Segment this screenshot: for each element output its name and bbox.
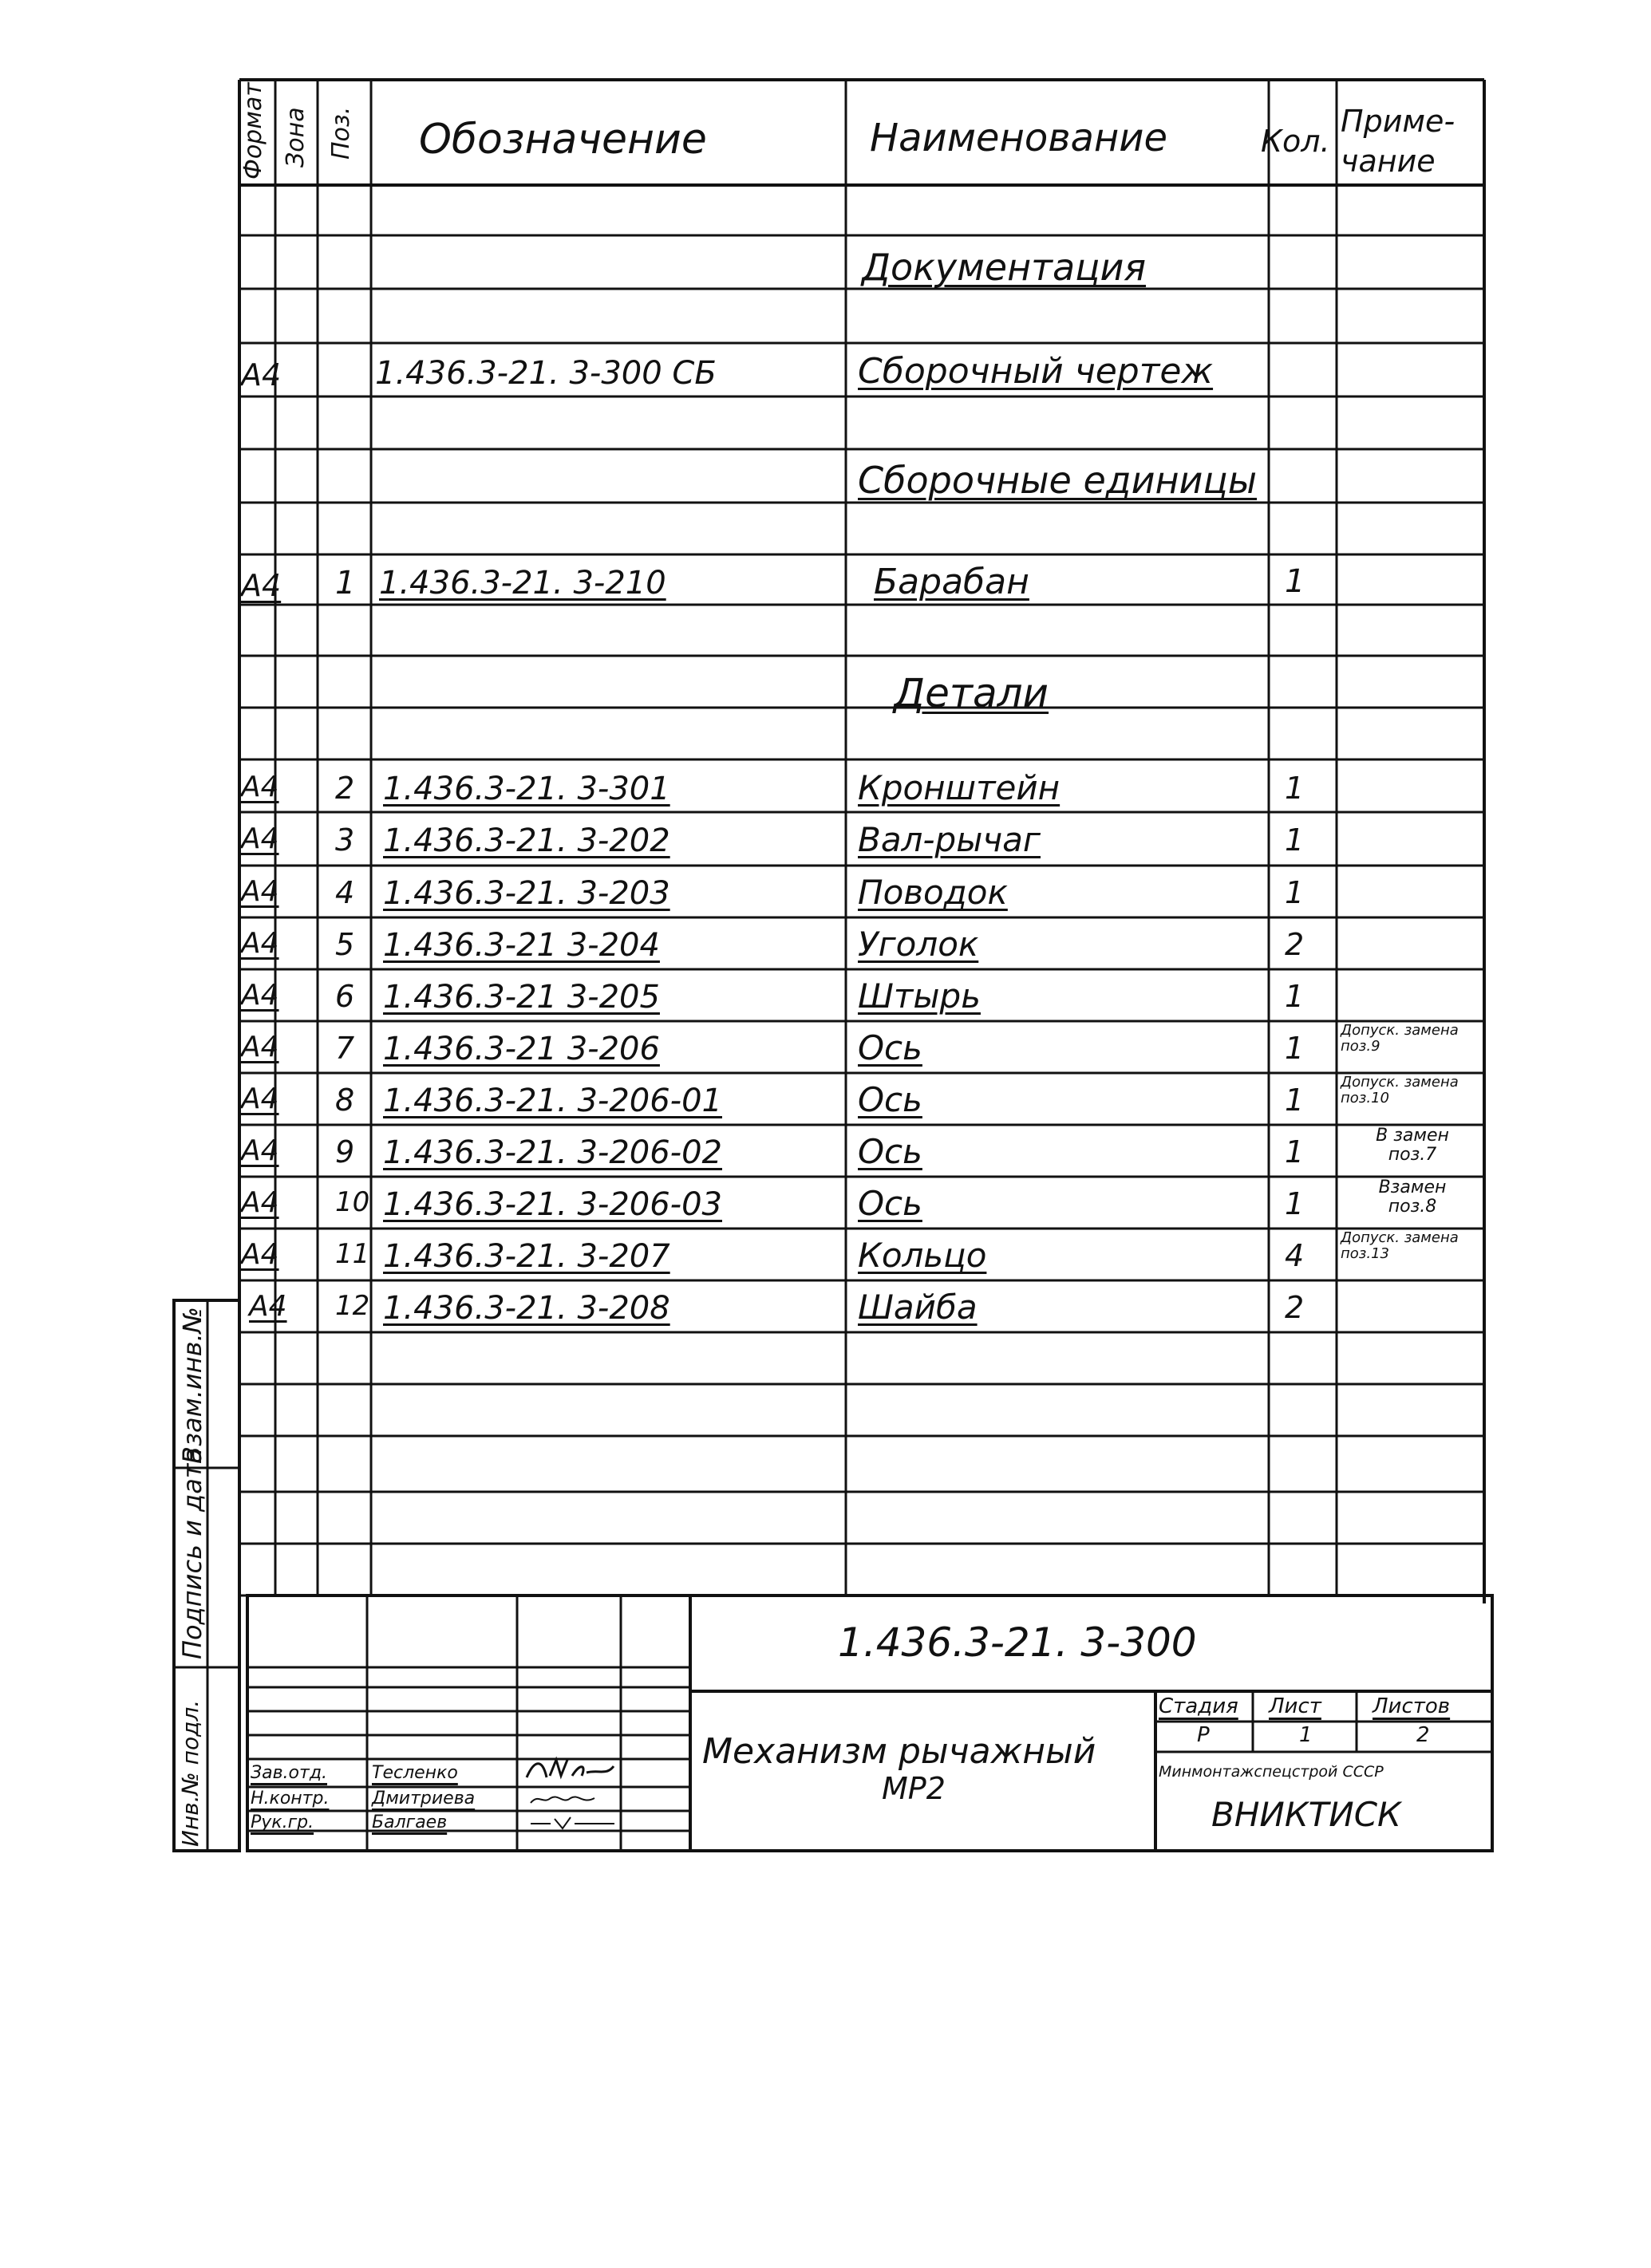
row-note: Допуск. замена поз.9 [1341,1022,1459,1055]
header-note-1: Приме- [1341,104,1455,139]
product-name-line2: МР2 [882,1771,946,1806]
row-name: Уголок [858,925,979,964]
row-name: Шайба [858,1288,978,1327]
row-format: А4 [241,875,279,908]
row-format: А4 [241,1083,279,1115]
row-name: Штырь [858,976,981,1016]
signature-1 [523,1755,618,1782]
row-qty: 1 [1285,979,1305,1014]
row-designation: 1.436.3-21. 3-202 [383,822,670,859]
row-format: А4 [241,1134,279,1167]
stage-value: Р [1197,1723,1210,1747]
sheet-value: 1 [1299,1723,1313,1747]
row-format: А4 [241,1238,279,1271]
signature-2 [527,1787,622,1811]
row-name: Поводок [858,873,1008,912]
row-note: В замен поз.7 [1376,1126,1449,1165]
row-designation: 1.436.3-21. 3-300 СБ [375,355,717,392]
row-name: Ось [858,1184,922,1223]
row-qty: 2 [1285,927,1305,962]
row-designation: 1.436.3-21. 3-301 [383,771,670,807]
sheets-label: Листов [1373,1694,1451,1718]
row-format: А4 [241,1031,279,1063]
row-pos: 7 [335,1031,355,1066]
row-pos: 6 [335,979,355,1014]
row-pos: 9 [335,1134,355,1169]
row-pos: 2 [335,771,355,806]
row-name: Сборочный чертеж [858,351,1214,392]
section-assemblies: Сборочные единицы [858,459,1258,502]
row-name: Кронштейн [858,768,1061,807]
header-zone: Зона [282,107,310,168]
signature-3 [527,1811,622,1835]
row-qty: 1 [1285,1134,1305,1169]
row-format: А4 [241,979,279,1012]
header-designation: Обозначение [419,116,707,164]
row-pos: 3 [335,822,355,858]
stamp-replaces-inv: Взам.инв.№ [177,1307,207,1464]
row-name: Барабан [874,562,1029,602]
row-format: А4 [249,1290,287,1323]
product-name-line1: Механизм рычажный [702,1731,1096,1772]
role-label: Зав.отд. [251,1763,328,1783]
row-format: А4 [241,568,282,603]
row-designation: 1.436.3-21. 3-206-01 [383,1083,722,1119]
row-format: А4 [241,822,279,855]
role-label: Рук.гр. [251,1812,314,1832]
row-designation: 1.436.3-21. 3-207 [383,1238,670,1275]
row-pos: 10 [335,1186,370,1218]
section-parts: Детали [894,670,1049,716]
row-format: А4 [241,771,279,803]
row-qty: 1 [1285,563,1305,600]
row-pos: 8 [335,1083,355,1118]
row-pos: 1 [335,565,356,602]
row-qty: 1 [1285,822,1305,858]
row-format: А4 [241,357,282,392]
header-format: Формат [239,82,267,179]
row-designation: 1.436.3-21 3-204 [383,927,660,964]
row-qty: 1 [1285,1083,1305,1118]
row-pos: 5 [335,927,355,962]
row-name: Ось [858,1132,922,1171]
row-designation: 1.436.3-21. 3-206-03 [383,1186,722,1223]
person-name: Балгаев [372,1812,448,1832]
person-name: Дмитриева [372,1789,476,1808]
sheets-value: 2 [1416,1723,1430,1747]
header-qty: Кол. [1261,124,1330,159]
section-documentation: Документация [862,246,1147,289]
stage-label: Стадия [1159,1694,1238,1718]
person-name: Тесленко [372,1763,458,1783]
doc-number: 1.436.3-21. 3-300 [838,1619,1197,1666]
row-qty: 4 [1285,1238,1305,1273]
row-name: Ось [858,1028,922,1067]
row-pos: 11 [335,1238,370,1270]
row-designation: 1.436.3-21 3-206 [383,1031,660,1067]
row-name: Ось [858,1080,922,1119]
stamp-sign-date: Подпись и дата [177,1447,207,1659]
ministry-name: Минмонтажспецстрой СССР [1159,1763,1384,1781]
header-note-2: чание [1341,144,1436,179]
row-pos: 12 [335,1290,370,1322]
row-designation: 1.436.3-21. 3-208 [383,1290,670,1327]
row-note: Допуск. замена поз.13 [1341,1229,1459,1262]
header-pos: Поз. [327,106,355,160]
row-note: Допуск. замена поз.10 [1341,1074,1459,1106]
stamp-inv-original: Инв.№ подл. [177,1699,203,1847]
row-qty: 1 [1285,875,1305,910]
role-label: Н.контр. [251,1789,330,1808]
organization-name: ВНИКТИСК [1211,1795,1401,1834]
sheet-label: Лист [1269,1694,1321,1718]
row-name: Вал-рычаг [858,820,1041,859]
row-format: А4 [241,1186,279,1219]
row-qty: 2 [1285,1290,1305,1325]
row-designation: 1.436.3-21. 3-206-02 [383,1134,722,1171]
row-qty: 1 [1285,771,1305,806]
row-name: Кольцо [858,1236,987,1275]
row-designation: 1.436.3-21 3-205 [383,979,660,1016]
row-pos: 4 [335,875,355,910]
row-qty: 1 [1285,1031,1305,1066]
header-name: Наименование [870,116,1168,160]
row-note: Взамен поз.8 [1378,1177,1447,1217]
row-designation: 1.436.3-21. 3-210 [379,565,666,602]
row-format: А4 [241,927,279,960]
row-designation: 1.436.3-21. 3-203 [383,875,670,912]
row-qty: 1 [1285,1186,1305,1221]
